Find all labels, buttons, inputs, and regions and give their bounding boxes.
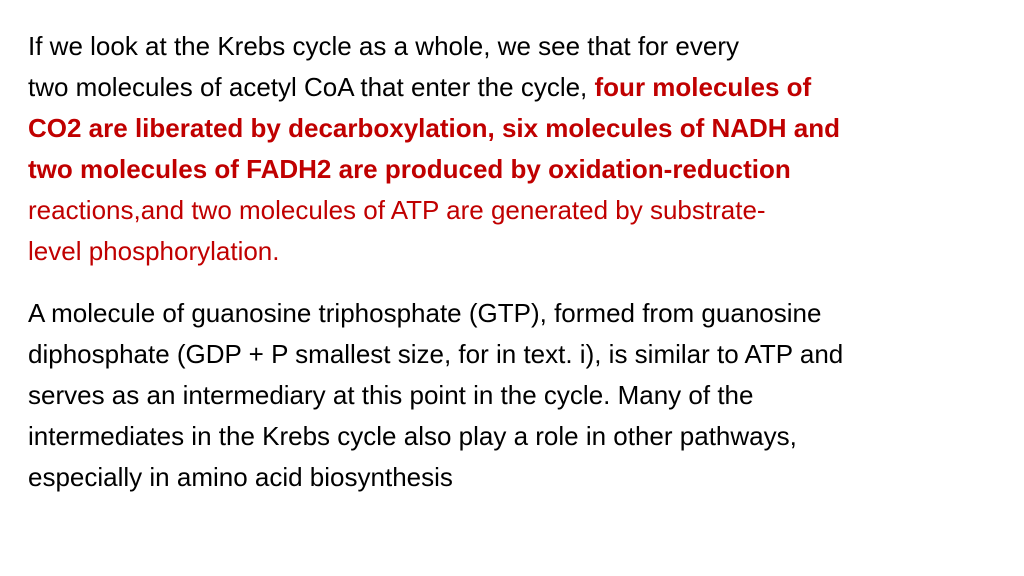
gtp-paragraph (28, 293, 1003, 498)
krebs-summary-paragraph (28, 26, 1003, 272)
paragraph-line: intermediates in the Krebs cycle also play a role in other pathways, (28, 421, 797, 451)
paragraph-line: If we look at the Krebs cycle as a whole, we see that for every (28, 31, 740, 61)
paragraph-line: diphosphate (GDP + P smallest size, for in text. i), is similar to ATP and (28, 339, 844, 369)
highlighted-text: level phosphorylation. (28, 236, 280, 266)
slide-body (28, 26, 1003, 498)
highlighted-text-bold: four molecules of (594, 72, 812, 102)
paragraph-line: two molecules of acetyl CoA that enter the cycle, (28, 72, 595, 102)
paragraph-line: especially in amino acid biosynthesis (28, 462, 453, 492)
highlighted-text: reactions,and two molecules of ATP are generated by substrate- (28, 195, 766, 225)
highlighted-text-bold: CO2 are liberated by decarboxylation, six molecules of NADH and (28, 113, 841, 143)
paragraph-line: A molecule of guanosine triphosphate (GTP), formed from guanosine (28, 298, 822, 328)
paragraph-line: serves as an intermediary at this point in the cycle. Many of the (28, 380, 754, 410)
highlighted-text-bold: two molecules of FADH2 are produced by oxidation-reduction (28, 154, 791, 184)
